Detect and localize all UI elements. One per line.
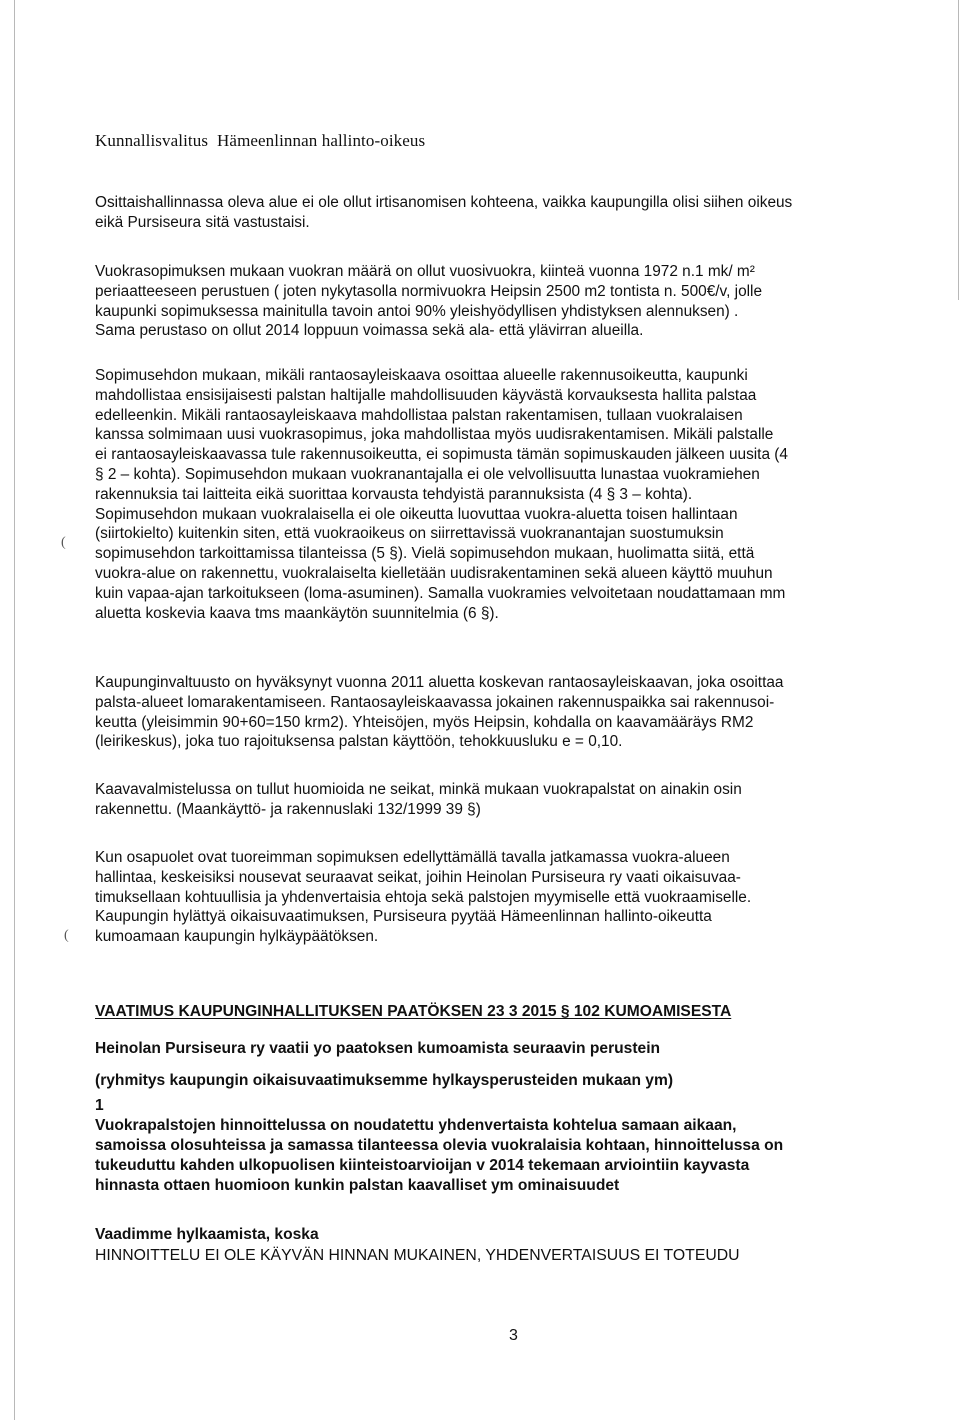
text-line: (ryhmitys kaupungin oikaisuvaatimuksemme hylkaysperusteiden mukaan ym) <box>95 1072 674 1089</box>
text-line: Vuokrasopimuksen mukaan vuokran määrä on ollut vuosivuokra, kiinteä vuonna 1972 n.1 mk/ m² <box>95 263 755 280</box>
text-line: timuksellaan kohtuullisia ja yhdenvertaisia ehtoja sekä palstojen myymiselle että vuokraamiselle. <box>95 888 752 906</box>
margin-mark: ( <box>64 928 69 943</box>
text-line: (siirtokielto) kuitenkin siten, että vuokraoikeus on siirrettavissä vuokranantajan suostumuksin <box>95 525 724 543</box>
text-line: (leirikeskus), joka tuo rajoituksensa palstan käyttöön, tehokkuusluku e = 0,10. <box>95 733 623 751</box>
text-line: kuin vapaa-ajan tarkoitukseen (loma-asuminen). Samalla vuokramies velvoitetaan noudattamaan mm <box>95 584 786 602</box>
text-line: Kaavavalmistelussa on tullut huomioida ne seikat, minkä mukaan vuokrapalstat on ainakin osin <box>95 781 742 798</box>
text-line: palsta-alueet lomarakentamiseen. Rantaosayleiskaavassa jokainen rakennuspaikka sai rakennusoi- <box>95 693 775 711</box>
text-line: mahdollistaa ensisijaisesti palstan haltijalle mahdollisuuden käyvästä korvauksesta hallita palstaa <box>95 386 757 404</box>
paragraph-partial-possession <box>95 193 935 233</box>
demand-intro <box>95 1039 935 1091</box>
paragraph-city-council-plan <box>95 673 935 752</box>
text-line: rakennuksia tai laitteita eikä suorittaa korvausta tehdyistä parannuksista (4 § 3 – kohta). <box>95 485 693 503</box>
text-line: kumoamaan kaupungin hylkäypäätöksen. <box>95 928 379 946</box>
text-line: aluetta koskevia kaava tms maankäytön suunnitelmia (6 §). <box>95 604 499 622</box>
text-line: Sopimusehdon mukaan, mikäli rantaosayleiskaava osoittaa alueelle rakennusoikeutta, kaupunki <box>95 367 748 384</box>
text-line: kaupunki sopimuksessa mainitulla tavoin antoi 90% yleishyödyllisen yhdistyksen alennuksen) . <box>95 302 739 320</box>
paragraph-lease-rent <box>95 262 935 341</box>
text-line: Sama perustaso on ollut 2014 loppuun voimassa sekä ala- että ylävirran alueilla. <box>95 322 644 340</box>
text-line: rakennettu. (Maankäyttö- ja rakennuslaki 132/1999 39 §) <box>95 800 481 818</box>
text-line: sopimusehdon tarkoittamissa tilanteissa (5 §). Vielä sopimusehdon mukaan, huolimatta siitä, että <box>95 545 755 563</box>
text-line: keutta (yleisimmin 90+60=150 krm2). Yhteisöjen, myös Heipsin, kohdalla on kaavamääräys RM2 <box>95 713 754 731</box>
scan-edge-line-right <box>958 0 959 300</box>
point-number: 1 <box>95 1097 104 1114</box>
text-line: Sopimusehdon mukaan vuokralaisella ei ole oikeutta luovuttaa vuokra-aluetta toisen hallintaan <box>95 505 738 523</box>
appeal-type: Kunnallisvalitus <box>95 131 209 150</box>
text-line: Osittaishallinnassa oleva alue ei ole ollut irtisanomisen kohteena, vaikka kaupungilla olisi siihen oikeus <box>95 194 793 211</box>
demand-section-title: VAATIMUS KAUPUNGINHALLITUKSEN PAATÖKSEN 23 3 2015 § 102 KUMOAMISESTA <box>95 1003 732 1020</box>
text-line: kanssa solmimaan uusi vuokrasopimus, joka mahdollistaa myös uudisrakentamisen. Mikäli palstalle <box>95 426 774 444</box>
text-line: eikä Pursiseura sitä vastustaisi. <box>95 213 310 231</box>
rejection-statement: HINNOITTELU EI OLE KÄYVÄN HINNAN MUKAINEN, YHDENVERTAISUUS EI TOTEUDU <box>95 1247 740 1264</box>
text-line: § 2 – kohta). Sopimusehdon mukaan vuokranantajalla ei ole velvollisuutta lunastaa vuokramiehen <box>95 465 760 483</box>
text-line: Kaupungin hylättyä oikaisuvaatimuksen, Pursiseura pyytää Hämeenlinnan hallinto-oikeutta <box>95 908 712 926</box>
text-line: tukeuduttu kahden ulkopuolisen kiinteistoarvioijan v 2014 tekemaan arviointiin kayvasta <box>95 1157 750 1174</box>
text-line: edelleenkin. Mikäli rantaosayleiskaava mahdollistaa palstan rakentamisen, tullaan vuokralaisen <box>95 406 743 424</box>
text-line: hinnasta ottaen huomioon kunkin palstan kaavalliset ym ominaisuudet <box>95 1177 620 1194</box>
page-number: 3 <box>509 1327 518 1344</box>
paragraph-contract-terms <box>95 366 935 623</box>
scan-edge-line <box>14 0 15 1420</box>
paragraph-parties-agreement <box>95 848 935 947</box>
text-line: samoissa olosuhteissa ja samassa tilanteessa olevia vuokralaisia kohtaan, hinnoittelussa on <box>95 1137 784 1154</box>
paragraph-plan-preparation <box>95 780 935 820</box>
margin-mark: ( <box>61 535 66 550</box>
text-line: Kun osapuolet ovat tuoreimman sopimuksen edellyttämällä tavalla jatkamassa vuokra-alueen <box>95 849 730 866</box>
text-line: periaatteeseen perustuen ( joten nykytasolla normivuokra Heipsin 2500 m2 tontista n. 500€/v, jolle <box>95 282 763 300</box>
text-line: vuokra-alue on rakennettu, vuokralaiselta kielletään uudisrakentaminen sekä alueen käyttö muuhun <box>95 564 773 582</box>
text-line: Heinolan Pursiseura ry vaatii yo paatoksen kumoamista seuraavin perustein <box>95 1040 661 1057</box>
court-name: Hämeenlinnan hallinto-oikeus <box>217 131 426 150</box>
document-header <box>95 131 425 151</box>
text-line: Vuokrapalstojen hinnoittelussa on noudatettu yhdenvertaista kohtelua samaan aikaan, <box>95 1117 737 1134</box>
demand-point-1 <box>95 1096 935 1196</box>
text-line: Kaupunginvaltuusto on hyväksynyt vuonna 2011 aluetta koskevan rantaosayleiskaavan, joka osoittaa <box>95 674 784 691</box>
rejection-heading: Vaadimme hylkaamista, koska <box>95 1226 319 1243</box>
text-line: hallintaa, keskeisiksi nousevat seuraavat seikat, joihin Heinolan Pursiseura ry vaati oikaisuvaa- <box>95 868 741 886</box>
text-line: ei rantaosayleiskaavassa tule rakennusoikeutta, ei sopimusta tämän sopimuskauden jälkeen uusita (4 <box>95 446 788 464</box>
